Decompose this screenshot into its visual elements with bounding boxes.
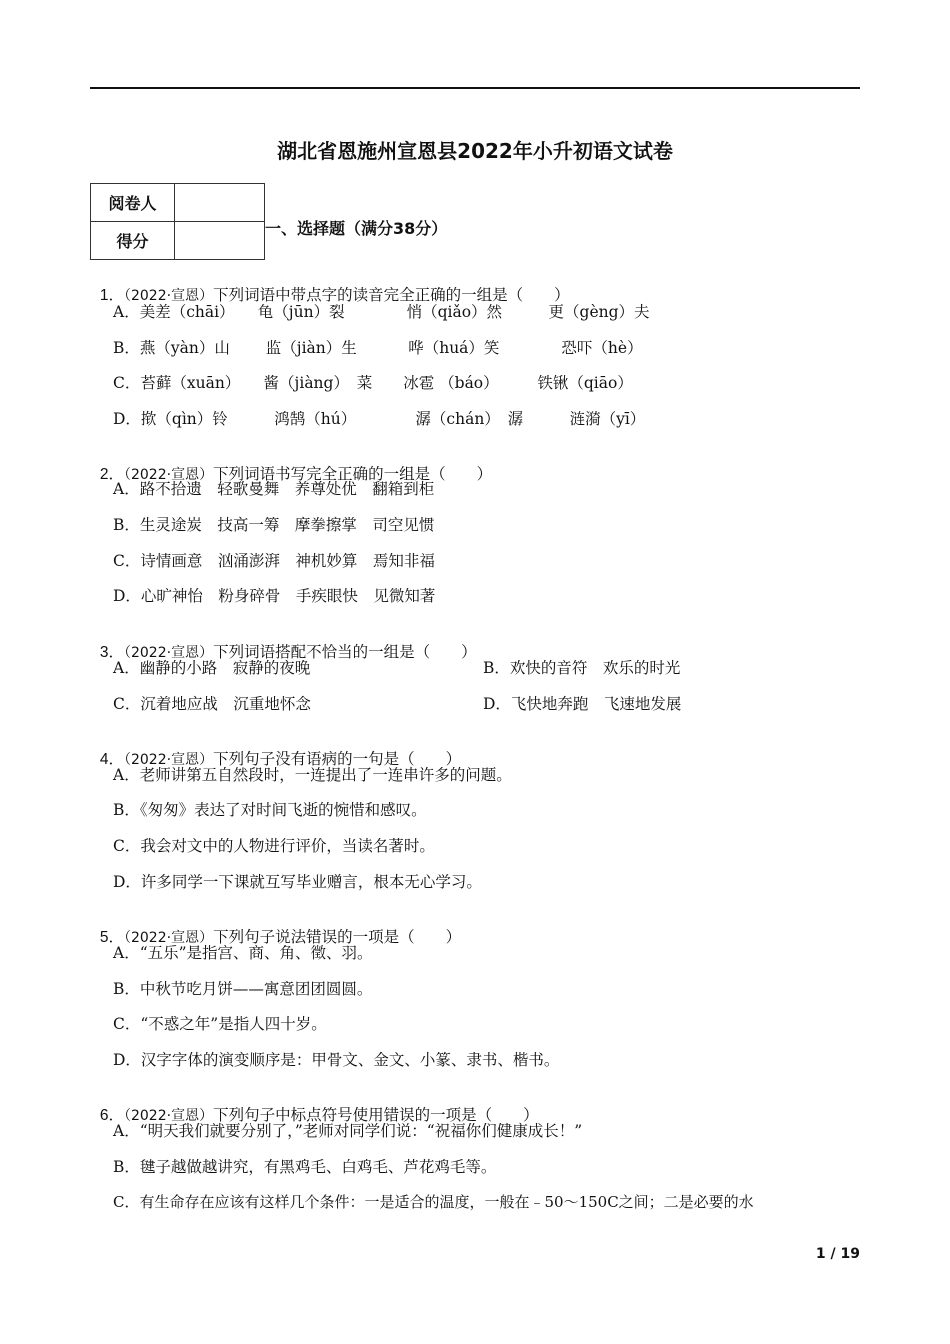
question-source: （2022·宣恩） <box>123 1108 214 1124</box>
reviewer-blank <box>175 184 265 222</box>
option-3d: D．飞快地奔跑 飞速地发展 <box>483 695 682 713</box>
option-3c: C．沉着地应战 沉重地怀念 <box>113 695 311 713</box>
option-4d: D．许多同学一下课就互写毕业赠言，根本无心学习。 <box>113 873 482 891</box>
question-6 <box>90 1085 539 1126</box>
option-4c: C．我会对文中的人物进行评价，当读名著时。 <box>113 837 435 855</box>
option-5b: B．中秋节吃月饼——寓意团团圆圆。 <box>113 980 373 998</box>
question-source: （2022·宣恩） <box>123 752 214 768</box>
score-blank <box>175 222 265 260</box>
score-label: 得分 <box>91 222 175 260</box>
question-1 <box>90 265 570 306</box>
option-5a: A．“五乐”是指宫、商、角、徵、羽。 <box>113 944 373 962</box>
option-2a: A．路不拾遗 轻歌曼舞 养尊处优 翻箱到柜 <box>113 480 435 498</box>
option-1d: D．揿（qìn）铃 鸿鹄（hú） 潺（chán） 潺 涟漪（yī） <box>113 410 646 428</box>
question-stem: 下列句子没有语病的一句是（ ） <box>213 750 462 768</box>
page-number: 1 / 19 <box>815 1246 860 1262</box>
question-number: 6． <box>99 1107 124 1124</box>
option-3a: A．幽静的小路 寂静的夜晚 <box>113 659 311 677</box>
option-5c: C．“不惑之年”是指人四十岁。 <box>113 1015 327 1033</box>
score-table <box>90 183 265 260</box>
header-rule <box>90 87 860 89</box>
exam-title: 湖北省恩施州宣恩县2022年小升初语文试卷 <box>277 139 673 163</box>
option-6b: B．毽子越做越讲究，有黑鸡毛、白鸡毛、芦花鸡毛等。 <box>113 1158 497 1176</box>
option-4a: A．老师讲第五自然段时，一连提出了一连串许多的问题。 <box>113 766 512 784</box>
question-5 <box>90 907 461 948</box>
question-number: 5． <box>99 929 124 946</box>
question-source: （2022·宣恩） <box>123 467 214 483</box>
question-stem: 下列句子说法错误的一项是（ ） <box>213 928 462 946</box>
option-2c: C．诗情画意 汹涌澎湃 神机妙算 焉知非福 <box>113 552 435 570</box>
option-6c: C．有生命存在应该有这样几个条件：一是适合的温度，一般在﹣50～150C之间；二是必要的水 <box>113 1193 754 1211</box>
option-5d: D．汉字字体的演变顺序是：甲骨文、金文、小篆、隶书、楷书。 <box>113 1051 560 1069</box>
question-source: （2022·宣恩） <box>123 645 214 661</box>
option-2b: B．生灵途炭 技高一筹 摩拳擦掌 司空见惯 <box>113 516 435 534</box>
option-1c: C．苔藓（xuān） 酱（jiàng） 菜 冰雹 （báo） 铁锹（qiāo） <box>113 374 633 392</box>
option-1b: B．燕（yàn）山 监（jiàn）生 哗（huá）笑 恐吓（hè） <box>113 339 643 357</box>
question-stem: 下列词语搭配不恰当的一组是（ ） <box>213 643 477 661</box>
option-3b: B．欢快的音符 欢乐的时光 <box>483 659 681 677</box>
question-source: （2022·宣恩） <box>123 930 214 946</box>
option-1a: A．美差（chāi） 龟（jūn）裂 悄（qiǎo）然 更（gèng）夫 <box>113 303 650 321</box>
section-heading: 一、选择题（满分38分） <box>265 219 448 238</box>
question-number: 1． <box>99 287 124 304</box>
question-number: 4． <box>99 751 124 768</box>
question-stem: 下列词语书写完全正确的一组是（ ） <box>213 465 493 483</box>
question-stem: 下列词语中带点字的读音完全正确的一组是（ ） <box>213 286 570 304</box>
question-4 <box>90 729 461 770</box>
option-2d: D．心旷神怡 粉身碎骨 手疾眼快 见微知著 <box>113 587 436 605</box>
option-4b: B．《匆匆》表达了对时间飞逝的惋惜和感叹。 <box>113 801 427 819</box>
option-6a: A．“明天我们就要分别了，”老师对同学们说：“祝福你们健康成长！” <box>113 1122 583 1140</box>
question-3 <box>90 622 477 663</box>
reviewer-label: 阅卷人 <box>91 184 175 222</box>
question-stem: 下列句子中标点符号使用错误的一项是（ ） <box>213 1106 539 1124</box>
question-number: 2． <box>99 466 124 483</box>
question-source: （2022·宣恩） <box>123 288 214 304</box>
question-number: 3． <box>99 644 124 661</box>
